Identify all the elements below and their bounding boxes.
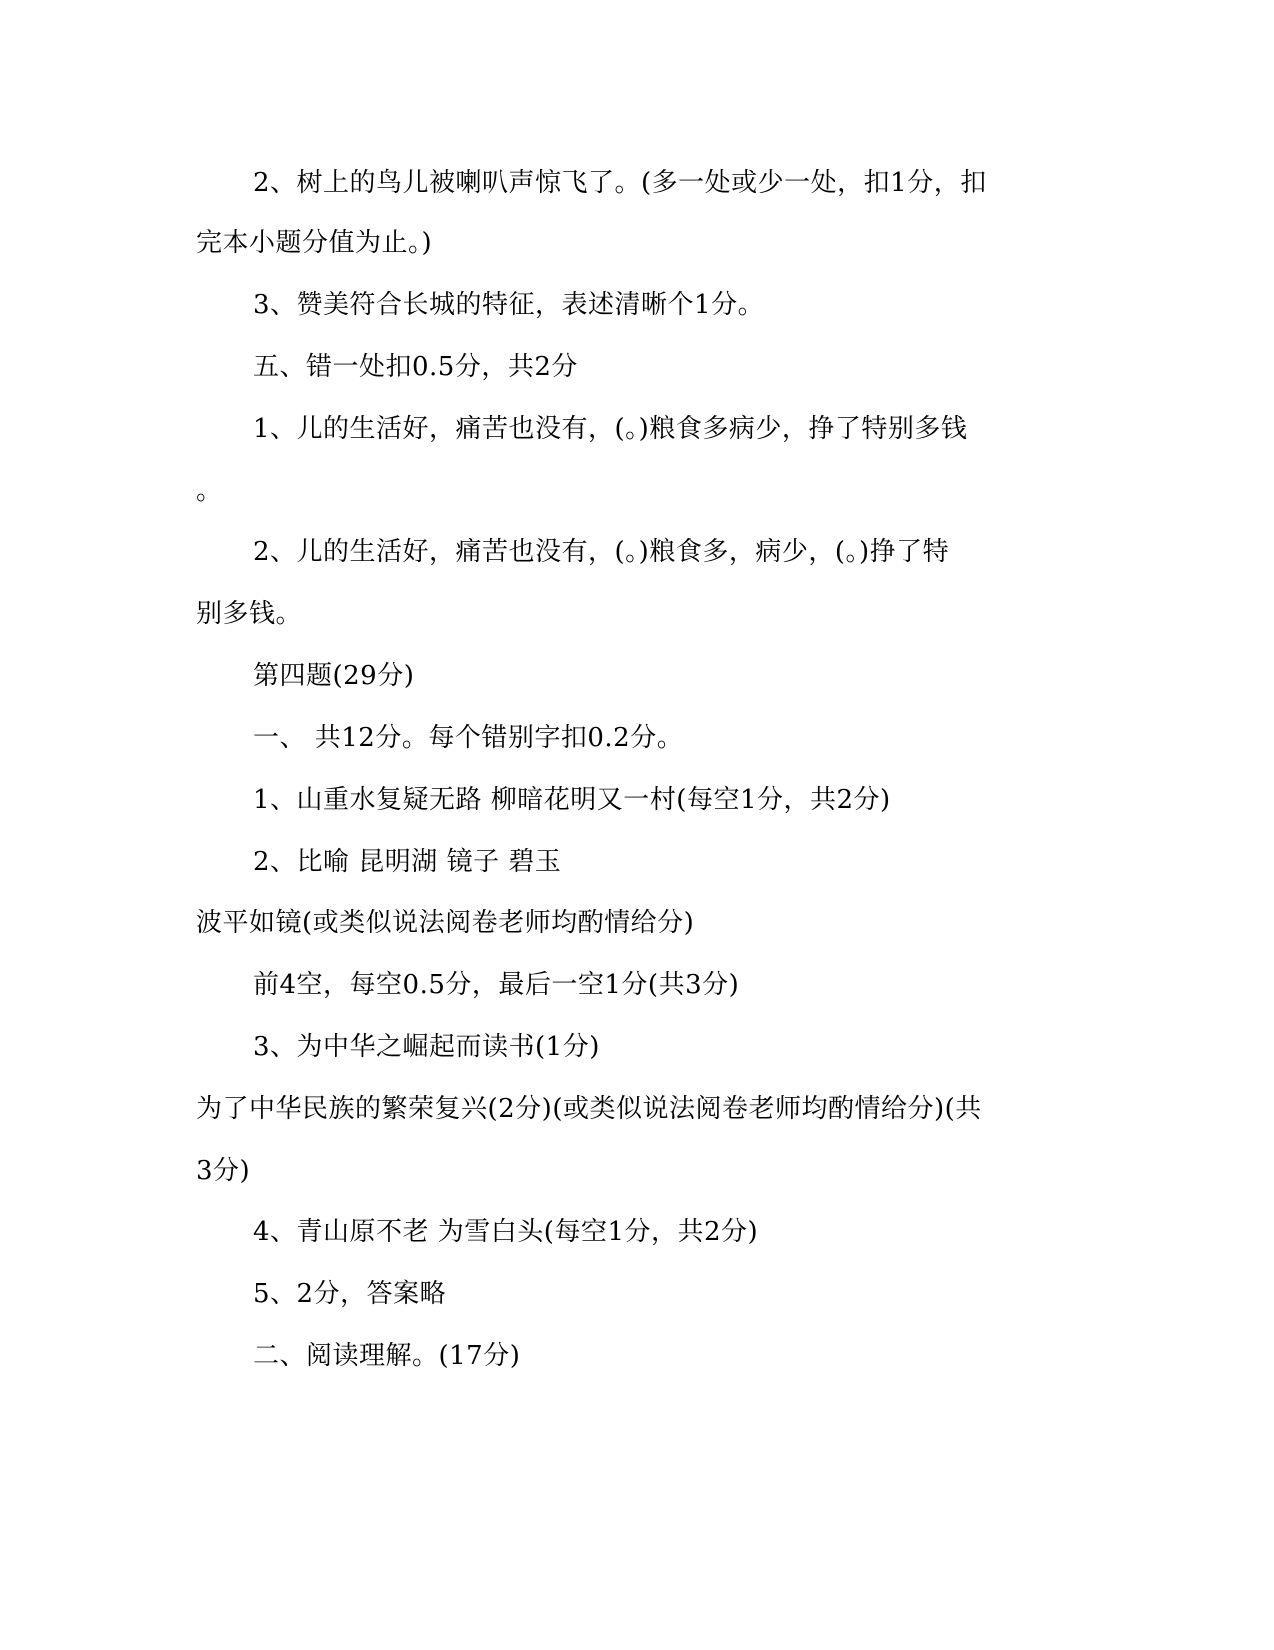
text-line: 一、 共12分。每个错别字扣0.2分。 bbox=[253, 723, 684, 753]
text-line: 完本小题分值为止。) bbox=[196, 228, 433, 258]
text-line: 别多钱。 bbox=[196, 599, 303, 629]
text-line: 2、儿的生活好，痛苦也没有，(。)粮食多，病少，(。)挣了特 bbox=[253, 537, 950, 567]
text-line: 。 bbox=[196, 476, 223, 506]
text-line: 3、为中华之崛起而读书(1分) bbox=[253, 1032, 600, 1062]
text-line: 4、青山原不老 为雪白头(每空1分，共2分) bbox=[253, 1217, 759, 1247]
text-line: 3、赞美符合长城的特征，表述清晰个1分。 bbox=[253, 290, 765, 320]
text-line: 波平如镜(或类似说法阅卷老师均酌情给分) bbox=[196, 908, 695, 938]
text-line: 五、错一处扣0.5分，共2分 bbox=[253, 352, 578, 382]
section-heading: 二、阅读理解。(17分) bbox=[253, 1341, 521, 1371]
text-line: 为了中华民族的繁荣复兴(2分)(或类似说法阅卷老师均酌情给分)(共 bbox=[196, 1094, 982, 1124]
text-line: 1、山重水复疑无路 柳暗花明又一村(每空1分，共2分) bbox=[253, 785, 891, 815]
text-line: 2、树上的鸟儿被喇叭声惊飞了。(多一处或少一处，扣1分，扣 bbox=[253, 168, 987, 198]
text-line: 2、比喻 昆明湖 镜子 碧玉 bbox=[253, 847, 562, 877]
section-heading: 第四题(29分) bbox=[253, 661, 415, 691]
text-line: 5、2分，答案略 bbox=[253, 1279, 447, 1309]
text-line: 前4空，每空0.5分，最后一空1分(共3分) bbox=[253, 970, 740, 1000]
text-line: 1、儿的生活好，痛苦也没有，(。)粮食多病少，挣了特别多钱 bbox=[253, 414, 968, 444]
text-line: 3分) bbox=[196, 1156, 251, 1186]
